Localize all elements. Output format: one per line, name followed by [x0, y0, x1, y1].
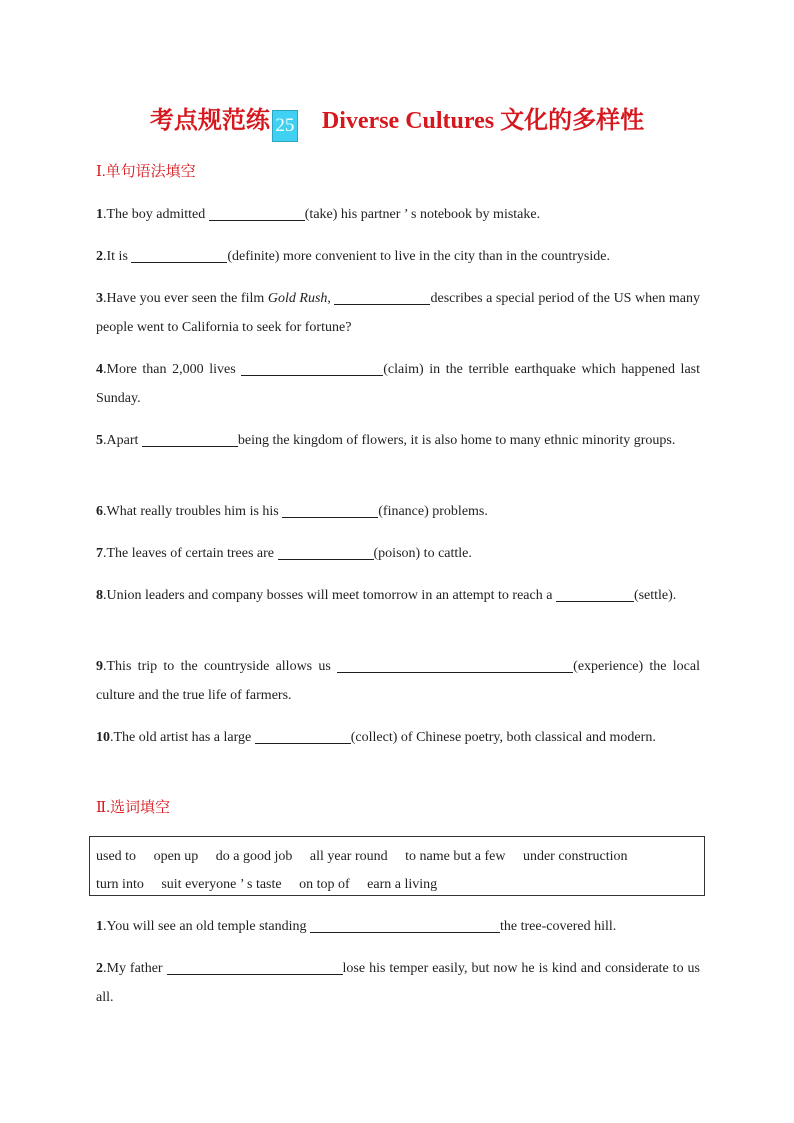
section-1-heading: Ⅰ.单句语法填空 — [96, 164, 196, 180]
answer-blank[interactable] — [241, 359, 383, 376]
question-number: 6 — [96, 504, 103, 519]
answer-blank[interactable] — [142, 430, 238, 447]
word-bank-item: used to — [96, 849, 137, 864]
question-1-2: 2.It is (definite) more convenient to live in the city than in the countryside. — [96, 242, 700, 271]
answer-blank[interactable] — [209, 204, 305, 221]
question-number: 1 — [96, 207, 103, 222]
answer-blank[interactable] — [255, 727, 351, 744]
question-number: 5 — [96, 433, 103, 448]
answer-blank[interactable] — [278, 543, 374, 560]
question-2-1: 1.You will see an old temple standing the tree-covered hill. — [96, 912, 700, 941]
question-number: 2 — [96, 249, 103, 264]
page-title — [0, 104, 794, 142]
question-1-3: 3.Have you ever seen the film Gold Rush, describes a special period of the US when many people went to California to seek for fortune? — [96, 284, 700, 342]
answer-blank[interactable] — [337, 656, 573, 673]
question-number: 7 — [96, 546, 103, 561]
title-english: Diverse Cultures — [321, 108, 495, 134]
answer-blank[interactable] — [282, 501, 378, 518]
word-bank-box — [89, 836, 705, 896]
word-bank-item: to name but a few — [405, 849, 506, 864]
question-2-2: 2.My father lose his temper easily, but now he is kind and considerate to us all. — [96, 954, 700, 1012]
answer-blank[interactable] — [556, 585, 634, 602]
answer-blank[interactable] — [167, 958, 343, 975]
question-1-7: 7.The leaves of certain trees are (poison) to cattle. — [96, 539, 700, 568]
question-1-10: 10.The old artist has a large (collect) of Chinese poetry, both classical and modern. — [96, 723, 700, 752]
question-1-5: 5.Apart being the kingdom of flowers, it is also home to many ethnic minority groups. — [96, 426, 700, 455]
title-chinese: 文化的多样性 — [500, 108, 645, 134]
answer-blank[interactable] — [334, 288, 430, 305]
word-bank-item: turn into — [96, 877, 144, 892]
title-prefix: 考点规范练 — [149, 108, 270, 134]
section-2-heading: Ⅱ.选词填空 — [96, 800, 170, 816]
question-1-4: 4.More than 2,000 lives (claim) in the terrible earthquake which happened last Sunday. — [96, 355, 700, 413]
answer-blank[interactable] — [310, 916, 500, 933]
word-bank-item: suit everyone ’ s taste — [161, 877, 282, 892]
word-bank-item: do a good job — [215, 849, 293, 864]
question-1-8: 8.Union leaders and company bosses will meet tomorrow in an attempt to reach a (settle). — [96, 581, 700, 610]
question-number: 4 — [96, 362, 103, 377]
question-1-9: 9.This trip to the countryside allows us (experience) the local culture and the true life of farmers. — [96, 652, 700, 710]
word-bank-row — [96, 871, 698, 899]
question-1-1: 1.The boy admitted (take) his partner ’ s notebook by mistake. — [96, 200, 700, 229]
question-number: 1 — [96, 919, 103, 934]
question-number: 10 — [96, 730, 110, 745]
exercise-number-badge: 25 — [272, 110, 298, 142]
word-bank-row — [96, 843, 698, 871]
question-1-6: 6.What really troubles him is his (finance) problems. — [96, 497, 700, 526]
question-number: 8 — [96, 588, 103, 603]
word-bank-item: on top of — [299, 877, 350, 892]
question-number: 2 — [96, 961, 103, 976]
answer-blank[interactable] — [131, 246, 227, 263]
question-number: 9 — [96, 659, 103, 674]
word-bank-item: open up — [153, 849, 199, 864]
word-bank-item: all year round — [309, 849, 388, 864]
word-bank-item: under construction — [522, 849, 628, 864]
question-number: 3 — [96, 291, 103, 306]
word-bank-item: earn a living — [367, 877, 438, 892]
